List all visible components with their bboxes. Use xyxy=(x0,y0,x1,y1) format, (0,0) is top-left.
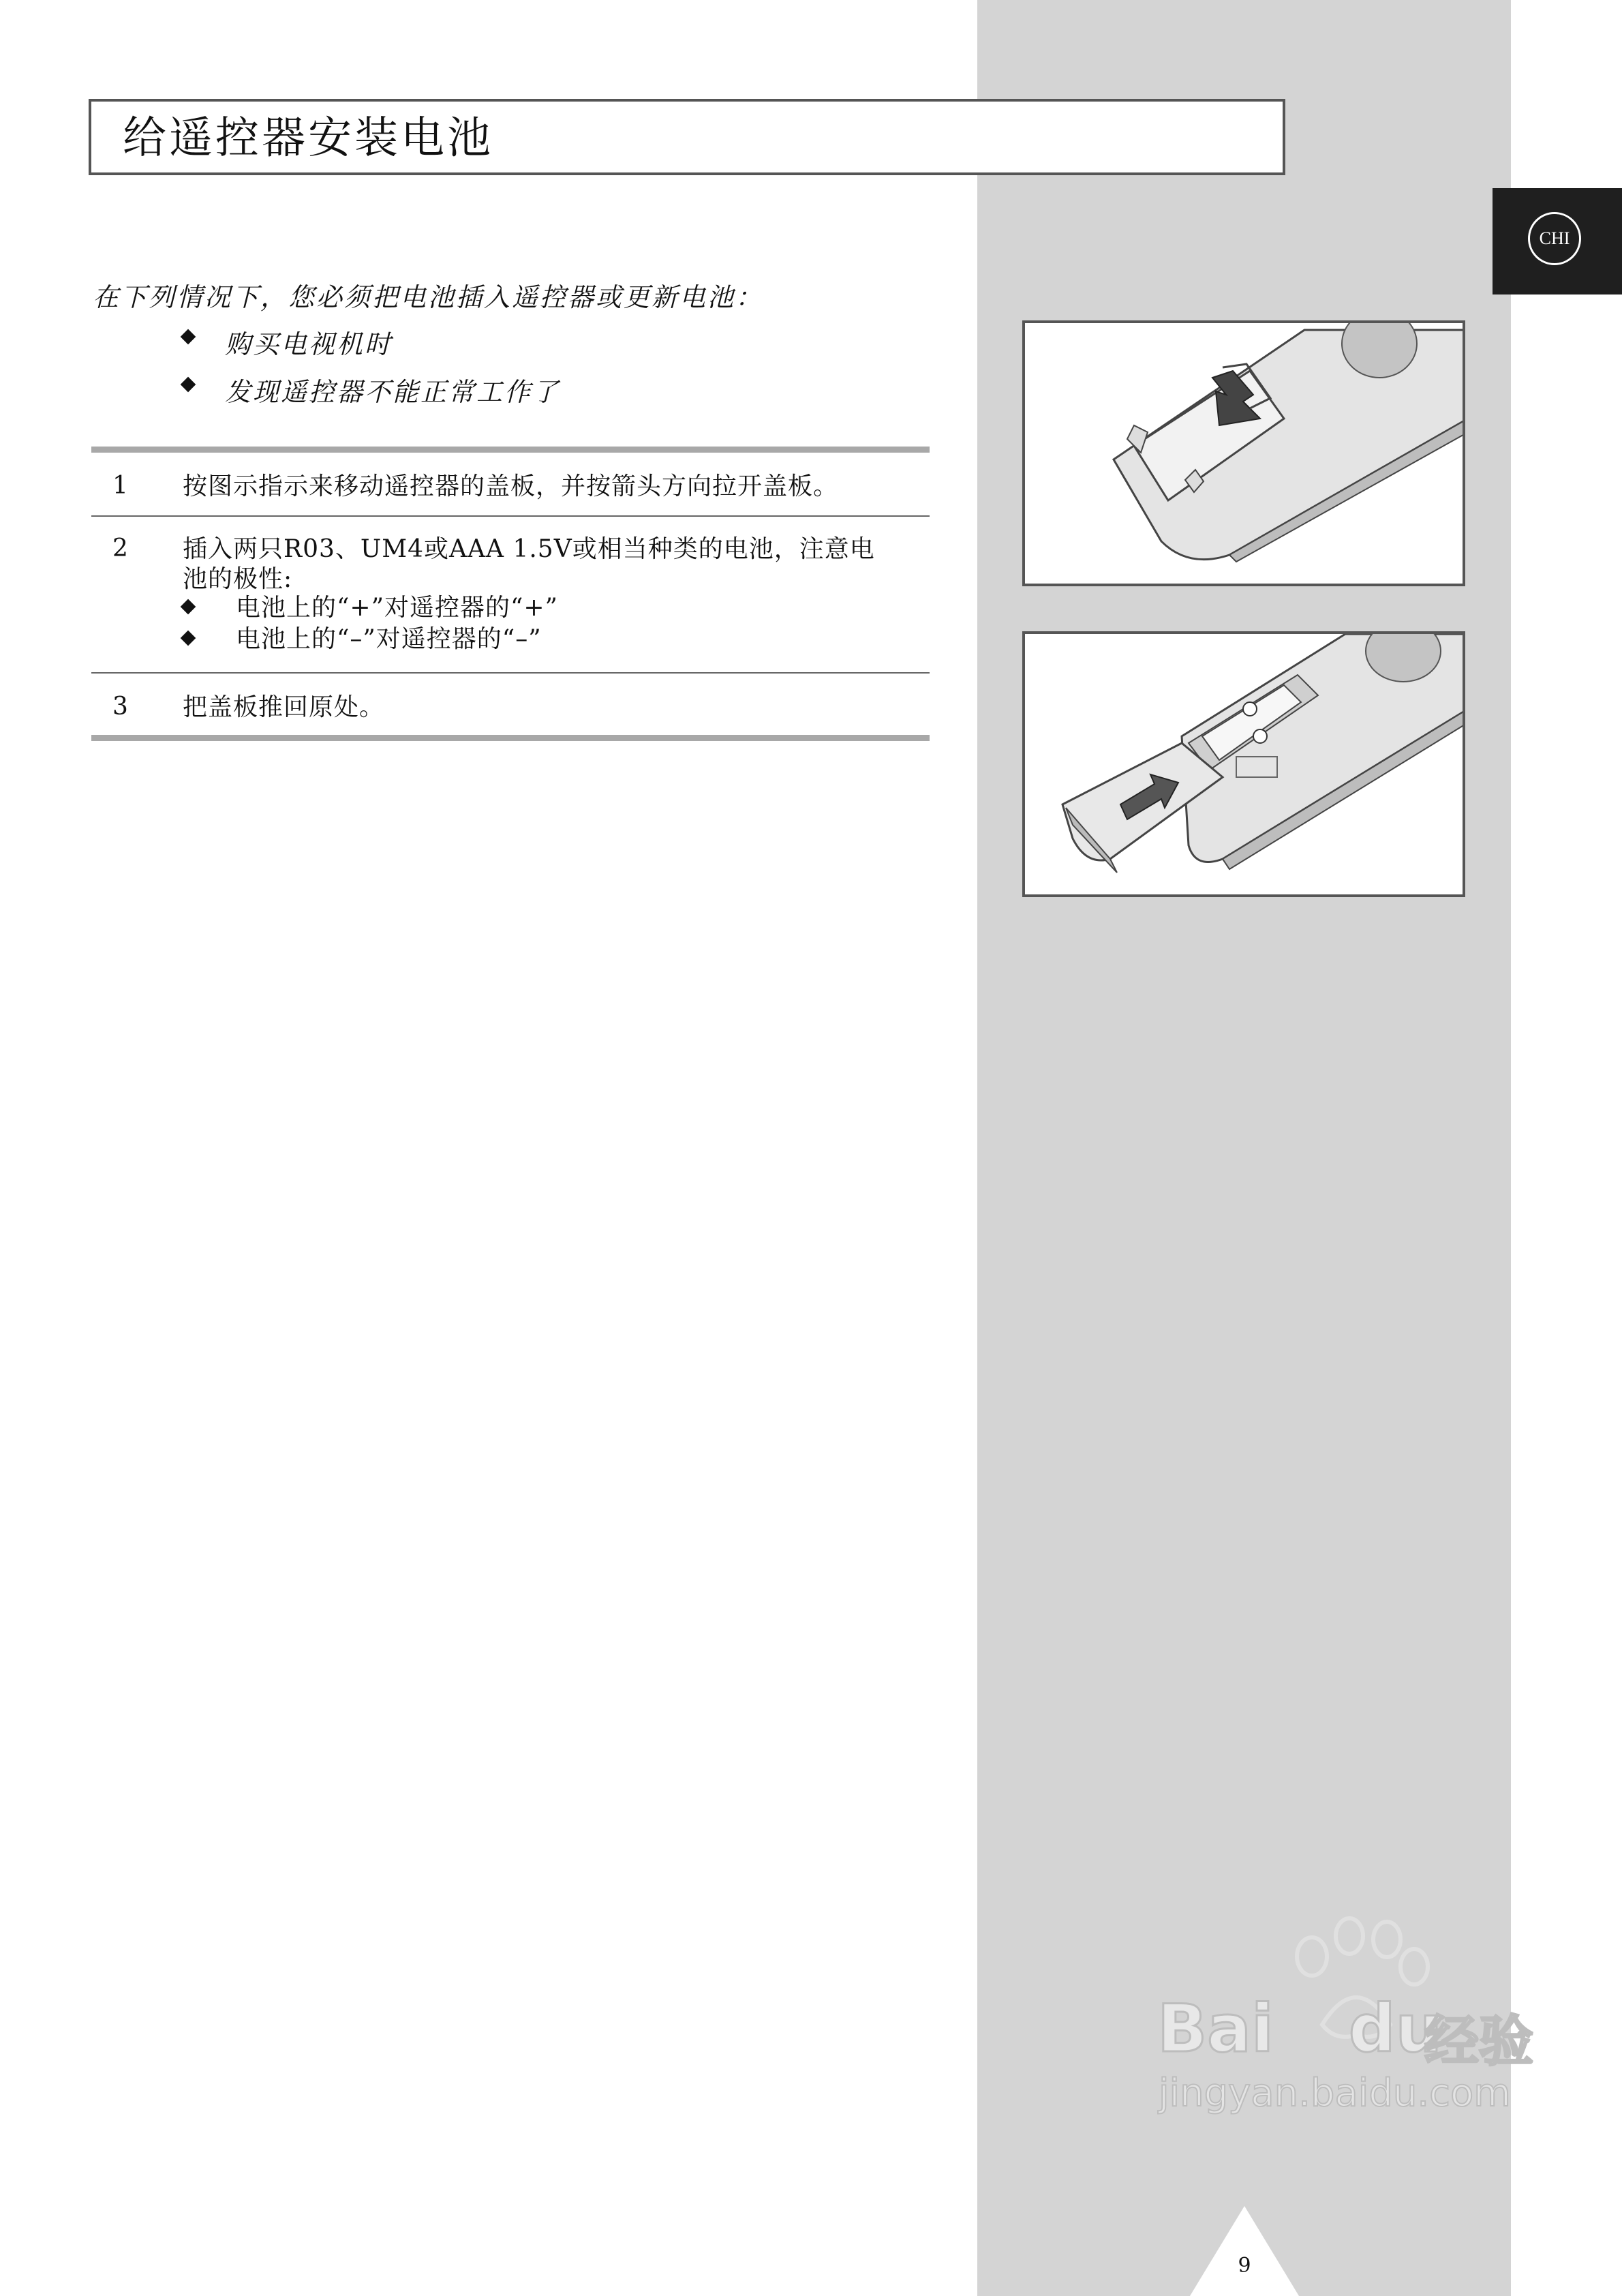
bullet-diamond-icon xyxy=(181,599,196,615)
bullet-diamond-icon xyxy=(181,631,196,646)
page-title: 给遥控器安装电池 xyxy=(123,113,493,164)
intro-text: 在下列情况下，您必须把电池插入遥控器或更新电池： xyxy=(93,282,764,312)
step-number: 2 xyxy=(112,534,128,562)
bullet-diamond-icon xyxy=(181,329,196,345)
remote-open-illustration xyxy=(1025,323,1465,586)
row-divider xyxy=(91,672,930,674)
watermark-suffix: 经验 xyxy=(1424,2010,1533,2073)
title-box xyxy=(89,99,1285,175)
watermark-brand: Bai xyxy=(1157,1991,1274,2067)
remote-batteries-illustration xyxy=(1025,634,1465,897)
row-divider xyxy=(91,515,930,517)
step-subitem: 电池上的“–”对遥控器的“–” xyxy=(236,625,542,653)
baidu-watermark xyxy=(1152,1895,1533,2120)
step-subitem: 电池上的“+”对遥控器的“+” xyxy=(236,594,558,622)
page-number: 9 xyxy=(1238,2254,1251,2278)
page-number-triangle xyxy=(1190,2206,1299,2296)
bullet-diamond-icon xyxy=(181,377,196,393)
step-text: 插入两只R03、UM4或AAA 1.5V或相当种类的电池，注意电 xyxy=(183,535,875,563)
figure-remote-open-cover xyxy=(1022,320,1465,586)
step-text: 按图示指示来移动遥控器的盖板，并按箭头方向拉开盖板。 xyxy=(183,472,839,500)
watermark-url: jingyan.baidu.com xyxy=(1159,2071,1511,2115)
table-bottom-rule xyxy=(91,735,930,741)
watermark-brand2: du xyxy=(1348,1991,1442,2067)
language-label: CHI xyxy=(1528,212,1581,265)
step-text: 把盖板推回原处。 xyxy=(183,693,385,721)
step-number: 1 xyxy=(112,472,128,500)
bullet-item: 发现遥控器不能正常工作了 xyxy=(225,377,561,407)
language-tab xyxy=(1493,188,1622,294)
step-number: 3 xyxy=(112,693,128,721)
figure-remote-batteries xyxy=(1022,631,1465,897)
step-text: 池的极性: xyxy=(183,565,293,593)
bullet-item: 购买电视机时 xyxy=(225,329,393,359)
table-top-rule xyxy=(91,447,930,453)
